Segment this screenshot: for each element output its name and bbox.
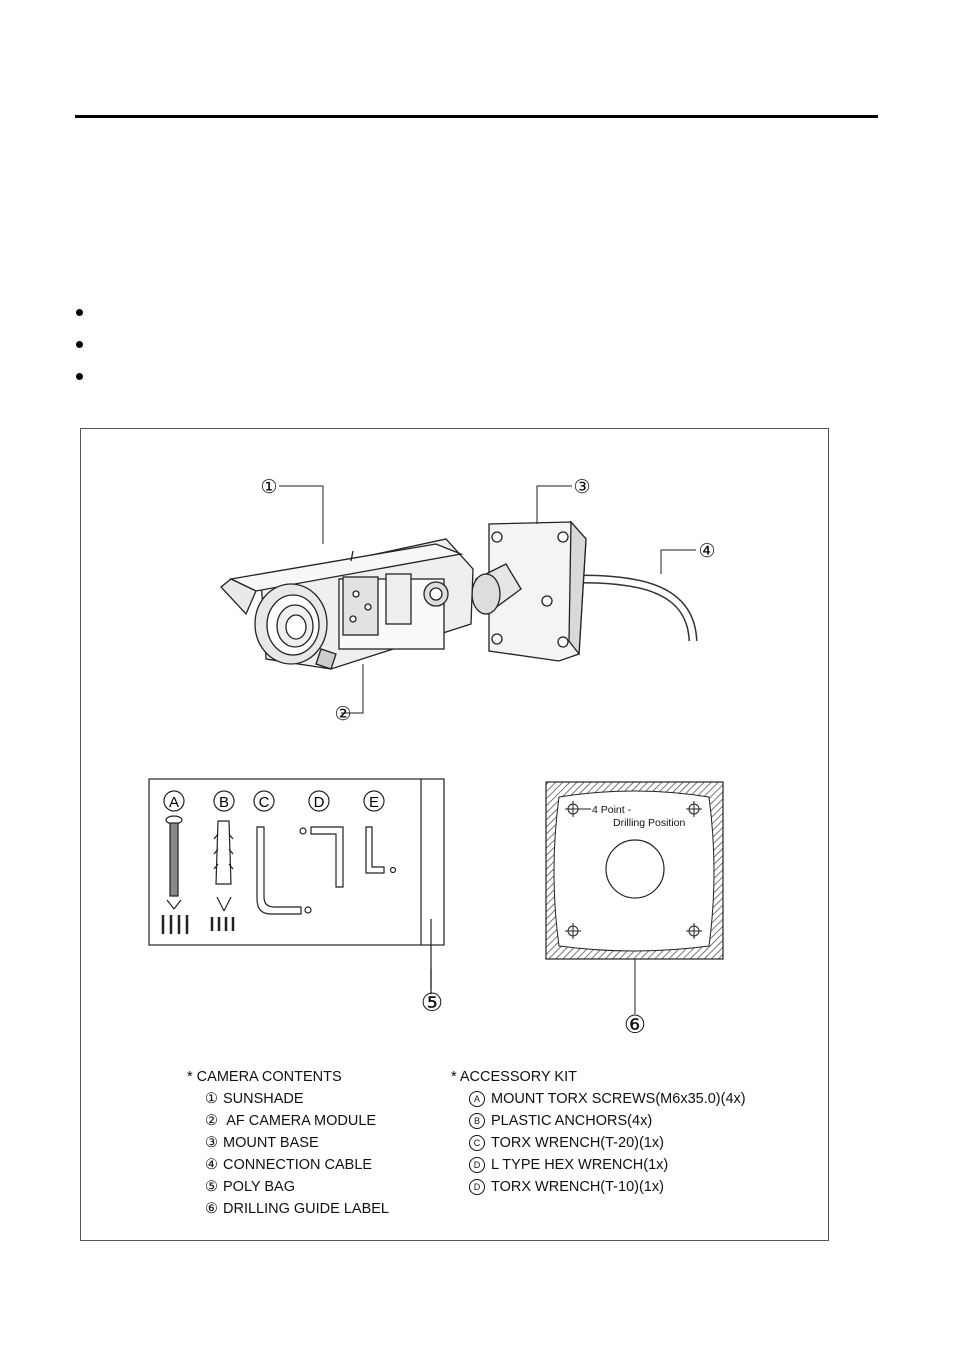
kit-letter-d: D (313, 794, 325, 811)
bullet-dot (76, 373, 83, 380)
legend-row (187, 1110, 389, 1132)
legend-number: ② (205, 1113, 218, 1129)
callout-4: ④ (698, 540, 716, 562)
legend-label: POLY BAG (223, 1179, 295, 1195)
legend-number: ⑥ (205, 1201, 218, 1217)
package-contents-figure (80, 428, 829, 1241)
legend-label: L TYPE HEX WRENCH(1x) (491, 1157, 669, 1173)
legend-row (187, 1132, 389, 1154)
legend-number: ① (205, 1091, 218, 1107)
legend-label: TORX WRENCH(T-20)(1x) (491, 1135, 664, 1151)
drill-label-line2: Drilling Position (613, 817, 686, 829)
legend-number: ③ (205, 1135, 218, 1151)
legend-letter: A (469, 1091, 485, 1107)
legend-label: DRILLING GUIDE LABEL (223, 1201, 389, 1217)
callout-1: ① (260, 476, 278, 498)
legend-label: TORX WRENCH(T-10)(1x) (491, 1179, 664, 1195)
camera-illustration (221, 522, 693, 669)
callout-3: ③ (573, 476, 591, 498)
legend-label: CONNECTION CABLE (223, 1157, 373, 1173)
legend-letter: D (469, 1179, 485, 1195)
drill-label-line1: 4 Point - (592, 804, 632, 816)
drilling-guide-label (546, 782, 723, 1014)
kit-letter-e: E (368, 794, 380, 811)
callout-2: ② (334, 703, 352, 725)
kit-letter-c: C (258, 794, 270, 811)
legend-label: MOUNT TORX SCREWS(M6x35.0)(4x) (491, 1091, 746, 1107)
legend-row (187, 1154, 389, 1176)
callout-5: ⑤ (420, 988, 444, 1017)
legend-letter: B (469, 1113, 485, 1129)
legend-row (451, 1154, 746, 1176)
legend-label: MOUNT BASE (223, 1135, 319, 1151)
camera-contents-header: * CAMERA CONTENTS (187, 1069, 342, 1085)
legend-label: AF CAMERA MODULE (223, 1113, 377, 1129)
legend-row (451, 1176, 746, 1198)
legend-row (187, 1176, 389, 1198)
legend-letter: D (469, 1157, 485, 1173)
legend-label: PLASTIC ANCHORS(4x) (491, 1113, 653, 1129)
accessory-kit-panel (149, 779, 444, 994)
legend-row (451, 1088, 746, 1110)
header-rule (75, 115, 878, 118)
bullet-dot (76, 309, 83, 316)
legend-row (187, 1088, 389, 1110)
accessory-kit-header: * ACCESSORY KIT (451, 1069, 577, 1085)
legend-row (451, 1132, 746, 1154)
legend-row (187, 1198, 389, 1220)
legend-number: ⑤ (205, 1179, 218, 1195)
callout-6: ⑥ (623, 1010, 647, 1039)
accessory-kit-legend (451, 1066, 746, 1198)
camera-contents-legend (187, 1066, 389, 1220)
kit-letter-b: B (218, 794, 230, 811)
legend-row (451, 1110, 746, 1132)
legend-letter: C (469, 1135, 485, 1151)
kit-letter-a: A (168, 794, 180, 811)
legend-number: ④ (205, 1157, 218, 1173)
legend-label: SUNSHADE (223, 1091, 304, 1107)
bullet-dot (76, 341, 83, 348)
